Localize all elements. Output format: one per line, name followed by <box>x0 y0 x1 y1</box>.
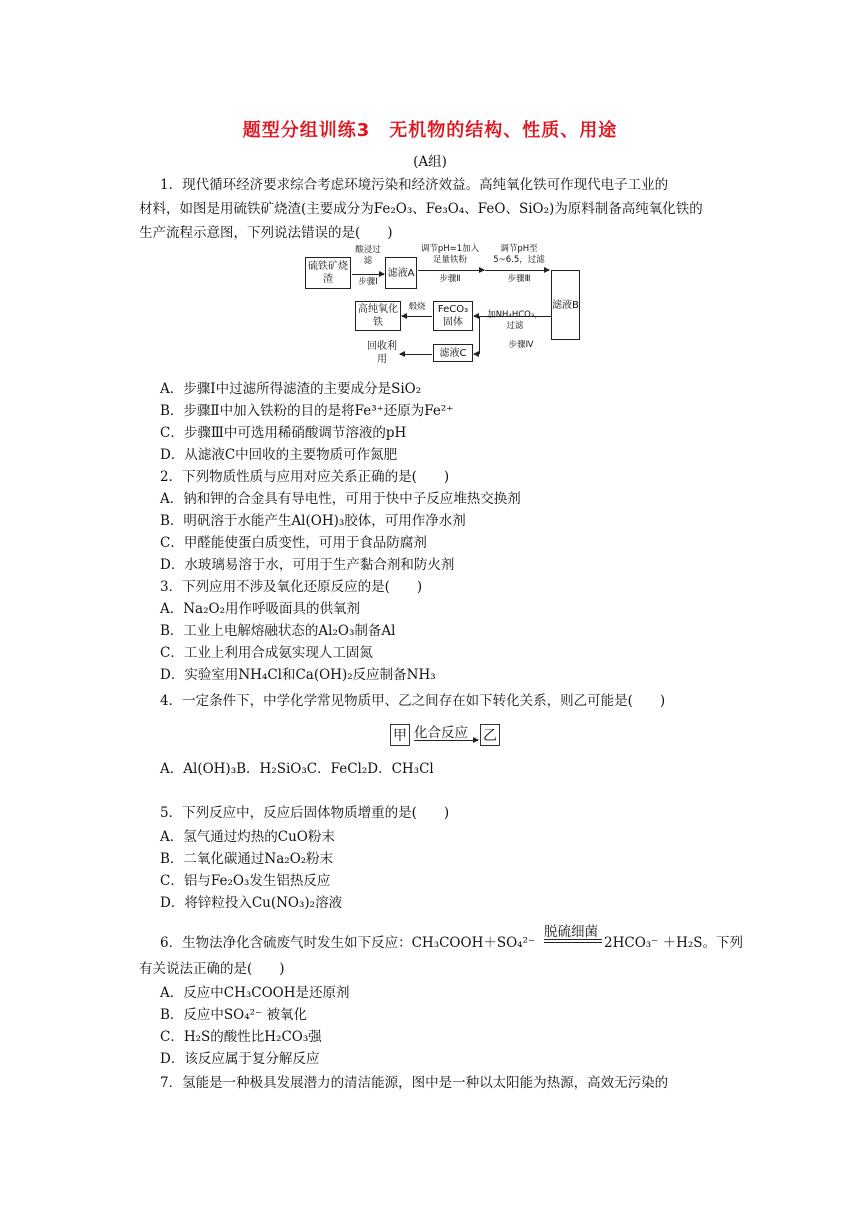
q3-option-b: B．工业上电解熔融状态的Al₂O₃制备Al <box>160 623 396 639</box>
q6-stem-part3: 有关说法正确的是( ) <box>139 961 285 977</box>
flow-box-feco3: FeCO₃固体 <box>433 301 473 331</box>
q2-option-a: A．钠和钾的合金具有导电性，可用于快中子反应堆热交换剂 <box>160 491 521 507</box>
q4-options: A．Al(OH)₃B．H₂SiO₃C．FeCl₂D．CH₃Cl <box>160 761 434 777</box>
q6-equals-sign <box>544 939 602 943</box>
q5-option-b: B．二氧化碳通过Na₂O₂粉末 <box>160 851 334 867</box>
q4-arrow <box>414 740 478 741</box>
q3-stem: 3．下列应用不涉及氧化还原反应的是( ) <box>160 579 423 595</box>
q1-option-b: B．步骤Ⅱ中加入铁粉的目的是将Fe³⁺还原为Fe²⁺ <box>160 403 454 419</box>
step1-name: 步骤Ⅰ <box>358 277 378 287</box>
flow-diagram <box>305 244 605 374</box>
step2-name: 步骤Ⅱ <box>439 274 461 284</box>
q2-option-d: D．水玻璃易溶于水，可用于生产黏合剂和防火剂 <box>160 557 455 573</box>
q4-arrow-label: 化合反应 <box>414 725 468 741</box>
q6-condition: 脱硫细菌 <box>544 924 598 940</box>
q5-option-a: A．氢气通过灼热的CuO粉末 <box>160 829 335 845</box>
flow-box-filtrate-a: 滤液A <box>385 257 417 289</box>
q3-option-c: C．工业上利用合成氨实现人工固氮 <box>160 645 373 661</box>
step4-branch-line <box>479 316 480 354</box>
q3-option-a: A．Na₂O₂用作呼吸面具的供氧剂 <box>160 601 361 617</box>
q1-stem-line1: 1．现代循环经济要求综合考虑环境污染和经济效益。高纯氧化铁可作现代电子工业的 <box>160 177 669 193</box>
step4-label: 加NH₄HCO₃，过滤 <box>487 310 543 331</box>
q3-option-d: D．实验室用NH₄Cl和Ca(OH)₂反应制备NH₃ <box>160 667 436 683</box>
step2-arrow <box>418 270 484 271</box>
q4-stem: 4．一定条件下，中学化学常见物质甲、乙之间存在如下转化关系，则乙可能是( ) <box>160 693 666 709</box>
flow-box-filtrate-b: 滤液B <box>551 270 580 340</box>
step3-name: 步骤Ⅲ <box>507 274 531 284</box>
step1-label: 酸浸过滤 <box>355 245 381 266</box>
q1-stem-line2: 材料，如图是用硫铁矿烧渣(主要成分为Fe₂O₃、Fe₃O₄、FeO、SiO₂)为原料制备高纯氧化铁的 <box>139 201 703 217</box>
q6-option-a: A．反应中CH₃COOH是还原剂 <box>160 985 350 1001</box>
step3-label: 调节pH至5~6.5，过滤 <box>493 244 545 265</box>
calcine-label: 煅烧 <box>408 302 426 312</box>
flow-box-oxide: 高纯氧化铁 <box>355 301 401 331</box>
q1-option-d: D．从滤液C中回收的主要物质可作氮肥 <box>160 447 398 463</box>
q1-option-a: A．步骤Ⅰ中过滤所得滤渣的主要成分是SiO₂ <box>160 381 422 397</box>
q1-stem-line3: 生产流程示意图，下列说法错误的是( ) <box>139 225 393 241</box>
q6-stem-part2: 2HCO₃⁻ ＋H₂S。下列 <box>604 935 744 951</box>
q7-stem: 7．氢能是一种极具发展潜力的清洁能源，图中是一种以太阳能为热源，高效无污染的 <box>160 1075 669 1091</box>
q2-option-b: B．明矾溶于水能产生Al(OH)₃胶体，可用作净水剂 <box>160 513 466 529</box>
group-label: (A组) <box>413 154 447 170</box>
step2-label: 调节pH=1加入足量铁粉 <box>420 244 480 265</box>
q6-option-d: D．该反应属于复分解反应 <box>160 1051 320 1067</box>
q5-option-c: C．铝与Fe₂O₃发生铝热反应 <box>160 873 331 889</box>
q4-box-left: 甲 <box>390 724 410 746</box>
q6-option-b: B．反应中SO₄²⁻ 被氧化 <box>160 1007 307 1023</box>
q6-option-c: C．H₂S的酸性比H₂CO₃强 <box>160 1029 322 1045</box>
q1-option-c: C．步骤Ⅲ中可选用稀硝酸调节溶液的pH <box>160 425 407 441</box>
q4-box-right: 乙 <box>480 724 500 746</box>
flow-box-raw: 硫铁矿烧渣 <box>305 257 351 289</box>
page-title: 题型分组训练3 无机物的结构、性质、用途 <box>242 120 618 141</box>
calcine-arrow <box>402 316 432 317</box>
q2-option-c: C．甲醛能使蛋白质变性，可用于食品防腐剂 <box>160 535 427 551</box>
q2-stem: 2．下列物质性质与应用对应关系正确的是( ) <box>160 469 450 485</box>
q6-stem-part1: 6．生物法净化含硫废气时发生如下反应：CH₃COOH＋SO₄²⁻ <box>160 935 536 951</box>
step4-name: 步骤Ⅳ <box>508 340 534 350</box>
recycle-arrow <box>400 354 432 355</box>
q5-stem: 5．下列反应中，反应后固体物质增重的是( ) <box>160 805 450 821</box>
flow-box-filtrate-c: 滤液C <box>433 344 473 362</box>
step4-arrow-to-filtrate-c <box>474 354 479 355</box>
flow-recycle-label: 回收利用 <box>367 341 397 365</box>
step3-arrow <box>485 270 549 271</box>
step1-arrow <box>352 274 384 275</box>
q5-option-d: D．将锌粒投入Cu(NO₃)₂溶液 <box>160 895 343 911</box>
